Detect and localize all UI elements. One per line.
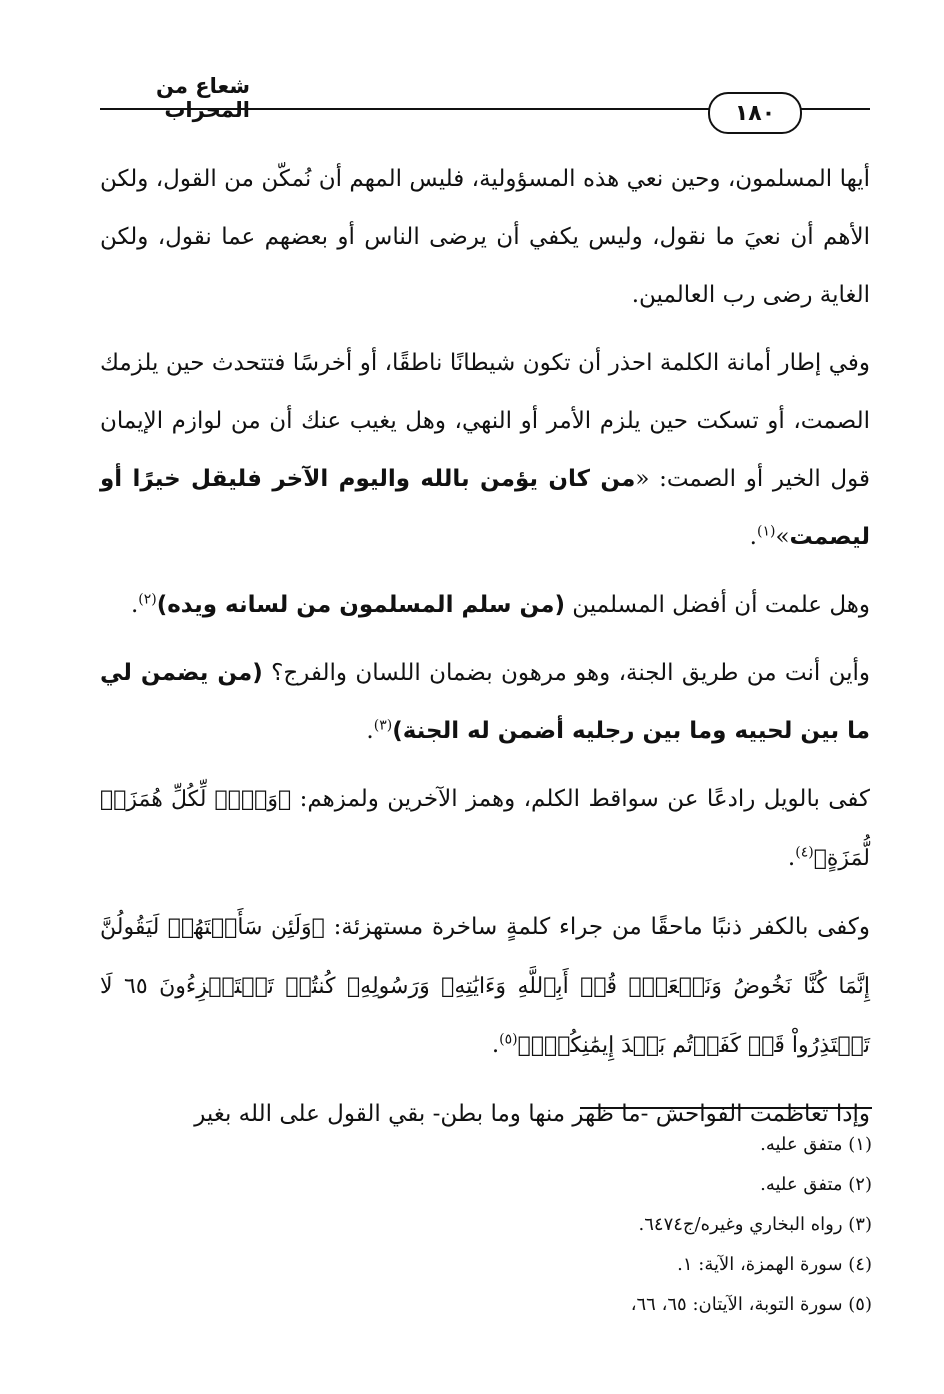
period: . <box>130 592 139 618</box>
paragraph-3 <box>100 576 870 634</box>
paragraph-7: وإذا تعاظمت الفواحش -ما ظهر منها وما بطن- بقي القول على الله بغير <box>194 1101 870 1127</box>
period: . <box>491 1032 500 1058</box>
footnotes <box>100 1125 872 1325</box>
footnote-ref-2: (٢) <box>138 591 157 608</box>
paragraph-2 <box>100 334 870 566</box>
paragraph-3-text: وهل علمت أن أفضل المسلمين <box>564 592 870 618</box>
footnote-separator <box>580 1107 872 1109</box>
period: . <box>787 845 796 871</box>
paragraph-4 <box>100 644 870 760</box>
footnote-ref-1: (١) <box>756 523 776 540</box>
quran-verse-1: ﴿وَيۡلٞ لِّكُلِّ هُمَزَةٖ لُّمَزَةٍ﴾ <box>100 787 870 871</box>
period: . <box>366 718 374 744</box>
main-text <box>100 150 870 1153</box>
paragraph-1: أيها المسلمون، وحين نعي هذه المسؤولية، فليس المهم أن نُمكّن من القول، ولكن الأهم أن نعيَ ما نقول، وليس يكفي أن يرضى الناس أو بعضهم عما نقول، ولكن الغاية رضى رب العالمين. <box>100 166 870 308</box>
footnote-ref-5: (٥) <box>499 1031 518 1048</box>
hadith-quote-1: من كان يؤمن بالله واليوم الآخر فليقل خيرًا أو ليصمت <box>100 466 870 550</box>
footnote-ref-4: (٤) <box>795 844 814 861</box>
paragraph-2-text: وفي إطار أمانة الكلمة احذر أن تكون شيطانًا ناطقًا، أو أخرسًا فتتحدث حين يلزمك الصمت، أو تسكت حين يلزم الأمر أو النهي، وهل يغيب عنك أن من لوازم الإيمان قول الخير أو الصمت: « <box>100 350 871 492</box>
quran-verse-2: ﴿وَلَئِن سَأَلۡتَهُمۡ لَيَقُولُنَّ إِنَّمَا كُنَّا نَخُوضُ وَنَلۡعَبُۚ قُلۡ أَبِٱللَّهِ وَءَايَٰتِهِۦ وَرَسُولِهِۦ كُنتُمۡ تَسۡتَهۡزِءُونَ ٦٥ لَا تَعۡتَذِرُواْ قَدۡ كَفَرۡتُم بَعۡدَ إِيمَٰنِكُمۡۚ﴾ <box>100 915 870 1058</box>
paragraph-5 <box>100 770 870 888</box>
page-number-badge <box>708 92 802 134</box>
footnote-3: (٣) رواه البخاري وغيره/ج٦٤٧٤. <box>638 1214 872 1235</box>
footnote-5: (٥) سورة التوبة، الآيتان: ٦٥، ٦٦، <box>630 1294 872 1315</box>
running-header-title: شعاع من المحراب <box>156 74 250 122</box>
footnote-2: (٢) متفق عليه. <box>760 1174 872 1195</box>
paragraph-6-text: وكفى بالكفر ذنبًا ماحقًا من جراء كلمةٍ ساخرة مستهزئة: <box>324 914 870 940</box>
hadith-quote-2: (من سلم المسلمون من لسانه ويده) <box>156 592 565 618</box>
period: . <box>749 524 757 550</box>
footnote-4: (٤) سورة الهمزة، الآية: ١. <box>677 1254 872 1275</box>
page-number: ١٨٠ <box>734 100 776 126</box>
footnote-1: (١) متفق عليه. <box>760 1134 872 1155</box>
footnote-ref-3: (٣) <box>373 717 393 734</box>
paragraph-5-text: كفى بالويل رادعًا عن سواقط الكلم، وهمز الآخرين ولمزهم: <box>291 786 871 812</box>
hadith-quote-3: (من يضمن لي ما بين لحييه وما بين رجليه أضمن له الجنة) <box>100 660 870 744</box>
paragraph-4-text: وأين أنت من طريق الجنة، وهو مرهون بضمان اللسان والفرج؟ <box>262 660 871 686</box>
paragraph-6 <box>100 898 870 1075</box>
quote-close: » <box>775 524 790 550</box>
